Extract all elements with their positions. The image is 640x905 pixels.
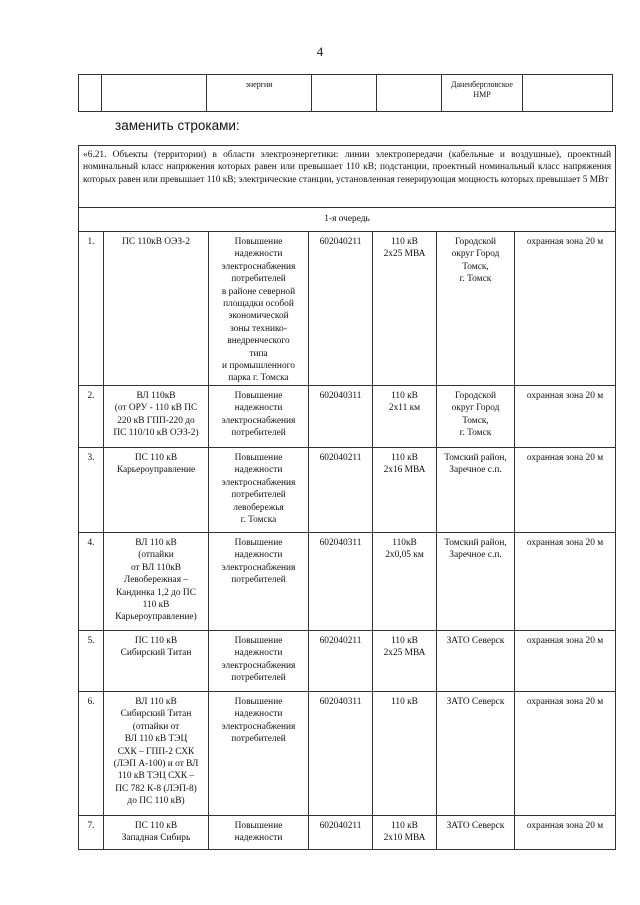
object-purpose: Повышение надежности электроснабжения потребителей в районе северной площадки особой экономической зоны технико- внедренческого типа и промышленного парка г. Томска <box>209 232 309 386</box>
table-row <box>79 532 616 630</box>
table-row <box>79 385 616 447</box>
object-characteristics: 110 кВ 2х25 МВА <box>373 232 437 386</box>
table-cell: Даненбергловское НМР <box>442 75 523 112</box>
object-name: ВЛ 110 кВ (отпайки от ВЛ 110кВ Левобережная – Кандинка 1,2 до ПС 110 кВ Карьероуправление) <box>104 532 209 630</box>
object-zone: охранная зона 20 м <box>515 815 616 849</box>
object-location: Томский район, Заречное с.п. <box>437 447 515 532</box>
object-characteristics: 110 кВ 2х25 МВА <box>373 630 437 691</box>
intro-row <box>79 146 616 208</box>
object-location: Томский район, Заречное с.п. <box>437 532 515 630</box>
table-row <box>79 815 616 849</box>
object-code: 602040211 <box>309 232 373 386</box>
queue-row <box>79 208 616 232</box>
row-number: 4. <box>79 532 104 630</box>
table-row <box>79 630 616 691</box>
object-name: ПС 110 кВ Карьероуправление <box>104 447 209 532</box>
table-row <box>79 691 616 815</box>
object-location: ЗАТО Северск <box>437 691 515 815</box>
object-name: ВЛ 110кВ (от ОРУ - 110 кВ ПС 220 кВ ГПП-220 до ПС 110/10 кВ ОЭЗ-2) <box>104 385 209 447</box>
object-location: ЗАТО Северск <box>437 630 515 691</box>
object-purpose: Повышение надежности электроснабжения потребителей левобережья г. Томска <box>209 447 309 532</box>
object-purpose: Повышение надежности электроснабжения потребителей <box>209 691 309 815</box>
table-cell <box>79 75 102 112</box>
object-code: 602040211 <box>309 447 373 532</box>
object-characteristics: 110 кВ 2х16 МВА <box>373 447 437 532</box>
object-zone: охранная зона 20 м <box>515 630 616 691</box>
row-number: 3. <box>79 447 104 532</box>
object-code: 602040311 <box>309 385 373 447</box>
previous-table-fragment <box>78 74 613 112</box>
table-cell <box>312 75 377 112</box>
intro-text: «6.21. Объекты (территории) в области электроэнергетики: линии электропередачи (кабельные и воздушные), проектный номинальный класс напряжения которых равен или превышает 110 кВ; подстанции, проектный номинальный класс напряжения которых равен или превышает 110 кВ; электрические станции, установленная генерирующая мощность которых превышает 5 МВт <box>79 146 616 208</box>
object-code: 602040311 <box>309 691 373 815</box>
table-cell: энергии <box>207 75 312 112</box>
object-purpose: Повышение надежности электроснабжения потребителей <box>209 385 309 447</box>
row-number: 1. <box>79 232 104 386</box>
object-code: 602040311 <box>309 532 373 630</box>
table-row <box>79 75 613 112</box>
row-number: 7. <box>79 815 104 849</box>
queue-label: 1-я очередь <box>79 208 616 232</box>
row-number: 5. <box>79 630 104 691</box>
row-number: 6. <box>79 691 104 815</box>
table-row <box>79 447 616 532</box>
table-row <box>79 232 616 386</box>
object-characteristics: 110 кВ 2х11 км <box>373 385 437 447</box>
page-number: 4 <box>316 44 324 59</box>
table-cell <box>523 75 613 112</box>
object-purpose: Повышение надежности электроснабжения потребителей <box>209 532 309 630</box>
object-zone: охранная зона 20 м <box>515 691 616 815</box>
object-code: 602040211 <box>309 630 373 691</box>
object-purpose: Повышение надежности электроснабжения потребителей <box>209 630 309 691</box>
object-zone: охранная зона 20 м <box>515 532 616 630</box>
object-characteristics: 110 кВ <box>373 691 437 815</box>
object-characteristics: 110кВ 2х0,05 км <box>373 532 437 630</box>
object-location: Городской округ Город Томск, г. Томск <box>437 385 515 447</box>
object-name: ВЛ 110 кВ Сибирский Титан (отпайки от ВЛ 110 кВ ТЭЦ СХК – ГПП-2 СХК (ЛЭП А-100) и от ВЛ 110 кВ ТЭЦ СХК – ПС 782 К-8 (ЛЭП-8) до ПС 110 кВ) <box>104 691 209 815</box>
object-zone: охранная зона 20 м <box>515 385 616 447</box>
objects-table <box>78 145 616 850</box>
row-number: 2. <box>79 385 104 447</box>
object-location: Городской округ Город Томск, г. Томск <box>437 232 515 386</box>
object-name: ПС 110кВ ОЭЗ-2 <box>104 232 209 386</box>
object-code: 602040211 <box>309 815 373 849</box>
replace-heading: заменить строками: <box>115 118 240 133</box>
table-cell <box>102 75 207 112</box>
object-purpose: Повышение надежности <box>209 815 309 849</box>
object-zone: охранная зона 20 м <box>515 447 616 532</box>
object-name: ПС 110 кВ Западная Сибирь <box>104 815 209 849</box>
object-location: ЗАТО Северск <box>437 815 515 849</box>
object-characteristics: 110 кВ 2х10 МВА <box>373 815 437 849</box>
object-name: ПС 110 кВ Сибирский Титан <box>104 630 209 691</box>
object-zone: охранная зона 20 м <box>515 232 616 386</box>
table-cell <box>377 75 442 112</box>
